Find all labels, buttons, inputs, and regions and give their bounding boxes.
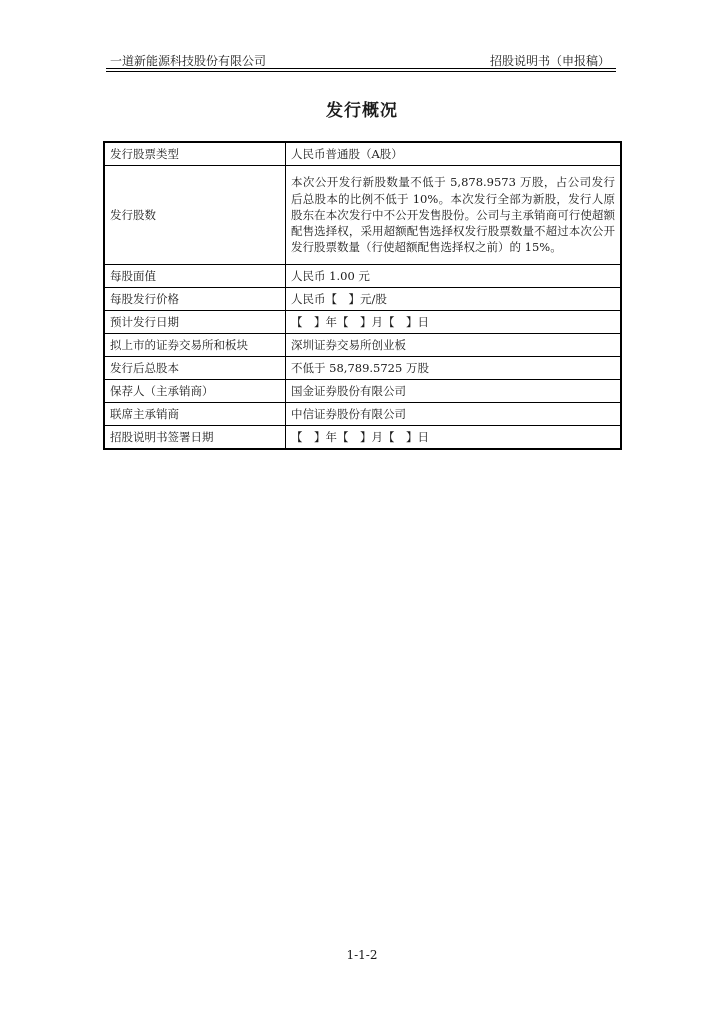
row-label: 每股发行价格	[104, 288, 286, 311]
row-value: 不低于 58,789.5725 万股	[286, 357, 622, 380]
table-row	[104, 426, 621, 450]
row-value: 本次公开发行新股数量不低于 5,878.9573 万股，占公司发行后总股本的比例不低于 10%。本次发行全部为新股，发行人原股东在本次发行中不公开发售股份。公司与主承销商可行使超额配售选择权，采用超额配售选择权发行股票数量不超过本次公开发行股票数量（行使超额配售选择权之前）的 15%。	[286, 166, 622, 265]
table-row	[104, 311, 621, 334]
row-value: 国金证券股份有限公司	[286, 380, 622, 403]
row-label: 保荐人（主承销商）	[104, 380, 286, 403]
table-row	[104, 380, 621, 403]
row-value: 中信证券股份有限公司	[286, 403, 622, 426]
row-label: 发行股票类型	[104, 142, 286, 166]
table-row	[104, 288, 621, 311]
row-label: 招股说明书签署日期	[104, 426, 286, 450]
row-value: 【 】年【 】月【 】日	[286, 426, 622, 450]
header-rule-secondary	[106, 71, 616, 72]
row-value: 【 】年【 】月【 】日	[286, 311, 622, 334]
header-document-type: 招股说明书（申报稿）	[489, 54, 610, 68]
table-row	[104, 265, 621, 288]
row-label: 发行股数	[104, 166, 286, 265]
row-value: 深圳证券交易所创业板	[286, 334, 622, 357]
table-row	[104, 357, 621, 380]
row-value: 人民币普通股（A股）	[286, 142, 622, 166]
header-company-name: 一道新能源科技股份有限公司	[110, 54, 267, 68]
issuance-overview-table	[103, 141, 622, 450]
row-label: 每股面值	[104, 265, 286, 288]
page-title: 发行概况	[326, 101, 398, 121]
page-number: 1-1-2	[346, 948, 378, 962]
row-value: 人民币 1.00 元	[286, 265, 622, 288]
table-row	[104, 142, 621, 166]
table-row	[104, 334, 621, 357]
table-row	[104, 403, 621, 426]
row-label: 发行后总股本	[104, 357, 286, 380]
header-rule	[106, 68, 616, 69]
row-value: 人民币【 】元/股	[286, 288, 622, 311]
table-row	[104, 166, 621, 265]
row-label: 预计发行日期	[104, 311, 286, 334]
row-label: 联席主承销商	[104, 403, 286, 426]
row-label: 拟上市的证券交易所和板块	[104, 334, 286, 357]
